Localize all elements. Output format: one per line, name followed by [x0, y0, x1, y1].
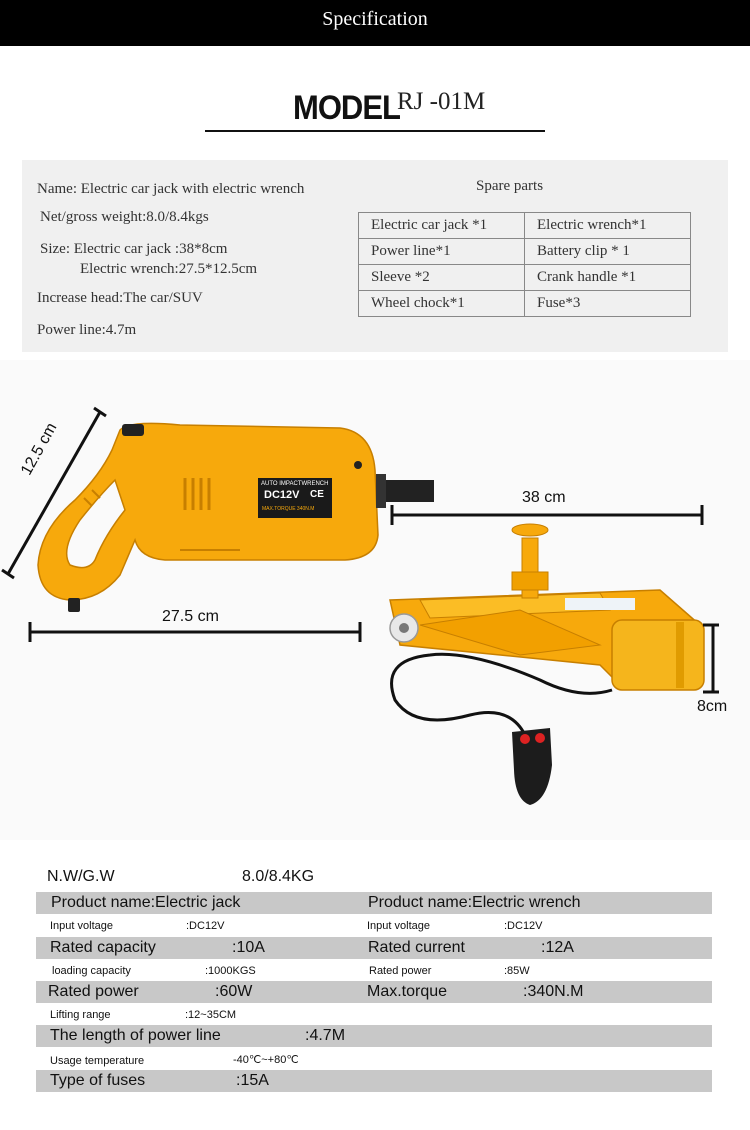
spare-cell: Wheel chock*1 — [359, 291, 525, 317]
power-line-label: The length of power line — [50, 1027, 221, 1044]
spec-power-line: Power line:4.7m — [37, 322, 137, 338]
product-wrench: Product name:Electric wrench — [368, 894, 581, 911]
wrench-label-panel — [258, 479, 332, 519]
nw-value: 8.0/8.4KG — [242, 868, 315, 885]
table-row — [36, 916, 712, 936]
table-row — [36, 981, 712, 1003]
spare-cell: Electric car jack *1 — [359, 213, 525, 239]
rated-power-label: Rated power — [48, 983, 139, 1000]
spec-increase-head: Increase head:The car/SUV — [37, 290, 203, 306]
ce-mark: CE — [310, 489, 324, 500]
rated-capacity-value: :10A — [232, 939, 265, 956]
table-row — [36, 866, 712, 888]
table-row — [36, 1005, 712, 1025]
spare-row — [359, 265, 691, 291]
rated-power-value: :60W — [215, 983, 253, 1000]
model-heading — [205, 84, 545, 132]
input-voltage-wrench: :DC12V — [504, 920, 543, 932]
max-torque-value: :340N.M — [523, 983, 584, 1000]
lifting-range-label: Lifting range — [50, 1009, 111, 1021]
header-banner — [0, 0, 750, 46]
product-photos — [0, 360, 750, 840]
product-jack: Product name:Electric jack — [51, 894, 241, 911]
table-row — [36, 1025, 712, 1047]
input-voltage-jack: :DC12V — [186, 920, 225, 932]
spare-row — [359, 213, 691, 239]
power-line-value: :4.7M — [305, 1027, 346, 1044]
spec-size-wrench: Electric wrench:27.5*12.5cm — [80, 261, 258, 277]
model-underline — [205, 130, 545, 132]
spec-size-jack: Size: Electric car jack :38*8cm — [40, 241, 228, 257]
spare-cell: Fuse*3 — [525, 291, 691, 317]
jack-height-label: 8cm — [697, 698, 728, 715]
spec-panel — [22, 160, 728, 352]
fuses-value: :15A — [236, 1072, 269, 1089]
fuses-label: Type of fuses — [50, 1072, 146, 1089]
usage-temp-label: Usage temperature — [50, 1055, 145, 1067]
loading-capacity-label: loading capacity — [52, 965, 131, 977]
wrench-torque-text: MAX.TORQUE 340N.M — [262, 506, 315, 512]
spare-parts-title: Spare parts — [476, 178, 544, 194]
spare-cell: Sleeve *2 — [359, 265, 525, 291]
wrench-height-label: 12.5 cm — [18, 420, 61, 479]
wrench-brand-text: AUTO IMPACTWRENCH — [261, 481, 329, 487]
max-torque-label: Max.torque — [367, 983, 448, 1000]
rated-current-label: Rated current — [368, 939, 465, 956]
table-row — [36, 937, 712, 959]
header-title: Specification — [322, 8, 428, 30]
model-label: MODEL — [293, 88, 400, 127]
rated-power-small-value: :85W — [504, 965, 530, 977]
spare-parts-table — [358, 212, 691, 317]
rated-current-value: :12A — [541, 939, 574, 956]
wrench-length-label: 27.5 cm — [162, 608, 219, 625]
spare-row — [359, 239, 691, 265]
table-row — [36, 1070, 712, 1092]
spec-weight: Net/gross weight:8.0/8.4kgs — [40, 209, 209, 225]
spare-cell: Electric wrench*1 — [525, 213, 691, 239]
product-illustrations — [0, 360, 750, 840]
model-value: RJ -01M — [397, 88, 486, 115]
impact-wrench-image — [38, 423, 434, 612]
spare-cell: Power line*1 — [359, 239, 525, 265]
input-voltage-label: Input voltage — [50, 920, 113, 932]
rated-capacity-label: Rated capacity — [50, 939, 156, 956]
lifting-range-value: :12~35CM — [185, 1009, 237, 1021]
parameter-table — [36, 866, 712, 1092]
usage-temp-value: -40℃~+80℃ — [233, 1054, 299, 1066]
spare-cell: Crank handle *1 — [525, 265, 691, 291]
wrench-voltage-text: DC12V — [264, 489, 300, 501]
nw-label: N.W/G.W — [47, 868, 115, 885]
table-row — [36, 892, 712, 914]
spare-row — [359, 291, 691, 317]
car-jack-image — [390, 524, 704, 805]
table-row — [36, 961, 712, 981]
loading-capacity-value: :1000KGS — [205, 965, 256, 977]
spare-cell: Battery clip * 1 — [525, 239, 691, 265]
table-row — [36, 1049, 712, 1071]
spec-name: Name: Electric car jack with electric wrench — [37, 181, 305, 197]
input-voltage-label-2: Input voltage — [367, 920, 430, 932]
jack-length-label: 38 cm — [522, 489, 566, 506]
rated-power-small-label: Rated power — [369, 965, 432, 977]
